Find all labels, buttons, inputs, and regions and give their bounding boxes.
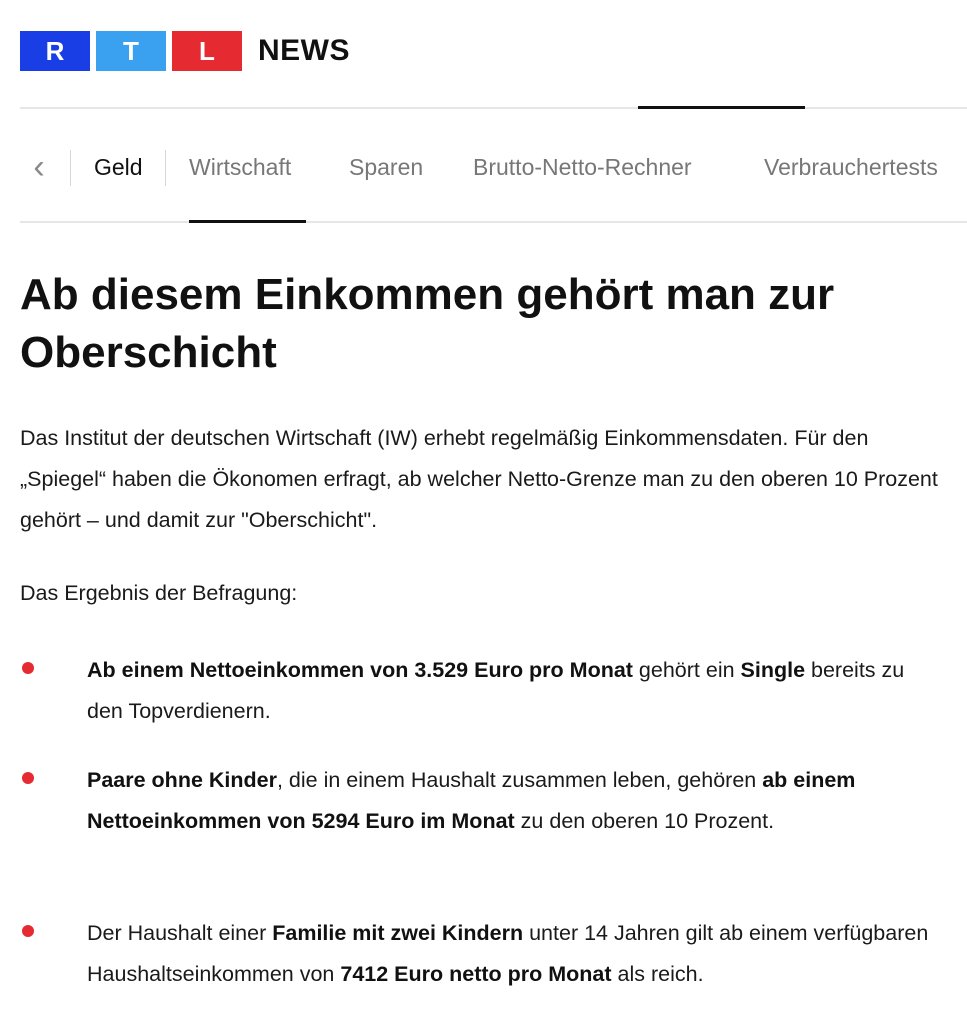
text-segment: zu den oberen 10 Prozent. xyxy=(514,809,775,833)
nav-active-indicator xyxy=(189,220,306,223)
text-segment: als reich. xyxy=(611,962,704,986)
text-segment: gehört ein xyxy=(632,658,741,682)
logo-letter-l: L xyxy=(172,31,242,71)
bullet-dot-icon xyxy=(22,662,34,674)
chevron-left-icon[interactable]: ‹ xyxy=(33,148,45,186)
bold-text: Single xyxy=(740,658,806,682)
result-label: Das Ergebnis der Befragung: xyxy=(20,581,298,605)
logo-letter-t: T xyxy=(96,31,166,71)
text-segment: unter 14 Jahren gilt ab einem verfügbaren Haushaltseinkommen von xyxy=(87,921,929,986)
bold-text: Ab einem Nettoeinkommen von 3.529 Euro pro Monat xyxy=(87,658,633,682)
nav-divider xyxy=(20,221,967,223)
text-segment: bereits zu den Topverdienern. xyxy=(87,658,905,723)
article-intro: Das Institut der deutschen Wirtschaft (IW) erhebt regelmäßig Einkommensdaten. Für den „Spiegel“ haben die Ökonomen erfragt, ab welcher Netto-Grenze man zu den oberen 10 Prozent gehört – und damit zur "Oberschicht". xyxy=(20,426,938,532)
logo-letter-r: R xyxy=(20,31,90,71)
brand-news-label[interactable]: NEWS xyxy=(258,34,350,67)
bold-text: ab einem Nettoeinkommen von 5294 Euro im Monat xyxy=(87,768,856,833)
bold-text: 7412 Euro netto pro Monat xyxy=(340,962,612,986)
article-title: Ab diesem Einkommen gehört man zur Oberschicht xyxy=(20,270,835,377)
nav-item-verbrauchertests[interactable]: Verbrauchertests xyxy=(764,154,938,180)
bold-text: Familie mit zwei Kindern xyxy=(272,921,524,945)
list-item-text xyxy=(87,760,937,842)
text-segment: , die in einem Haushalt zusammen leben, gehören xyxy=(276,768,763,792)
nav-separator xyxy=(70,150,71,186)
header-active-indicator xyxy=(638,106,805,109)
site-header xyxy=(20,31,350,71)
bullet-dot-icon xyxy=(22,772,34,784)
nav-item-brutto-netto-rechner[interactable]: Brutto-Netto-Rechner xyxy=(473,154,692,180)
rtl-logo[interactable] xyxy=(20,31,242,71)
text-segment: Der Haushalt einer xyxy=(87,921,273,945)
nav-separator xyxy=(165,150,166,186)
bullet-dot-icon xyxy=(22,925,34,937)
nav-item-geld[interactable]: Geld xyxy=(94,154,143,180)
nav-item-sparen[interactable]: Sparen xyxy=(349,154,424,180)
bold-text: Paare ohne Kinder xyxy=(87,768,277,792)
list-item-text xyxy=(87,913,937,995)
list-item-text xyxy=(87,650,937,732)
header-divider xyxy=(20,107,967,109)
nav-item-wirtschaft[interactable]: Wirtschaft xyxy=(189,154,292,180)
category-nav xyxy=(20,140,967,196)
